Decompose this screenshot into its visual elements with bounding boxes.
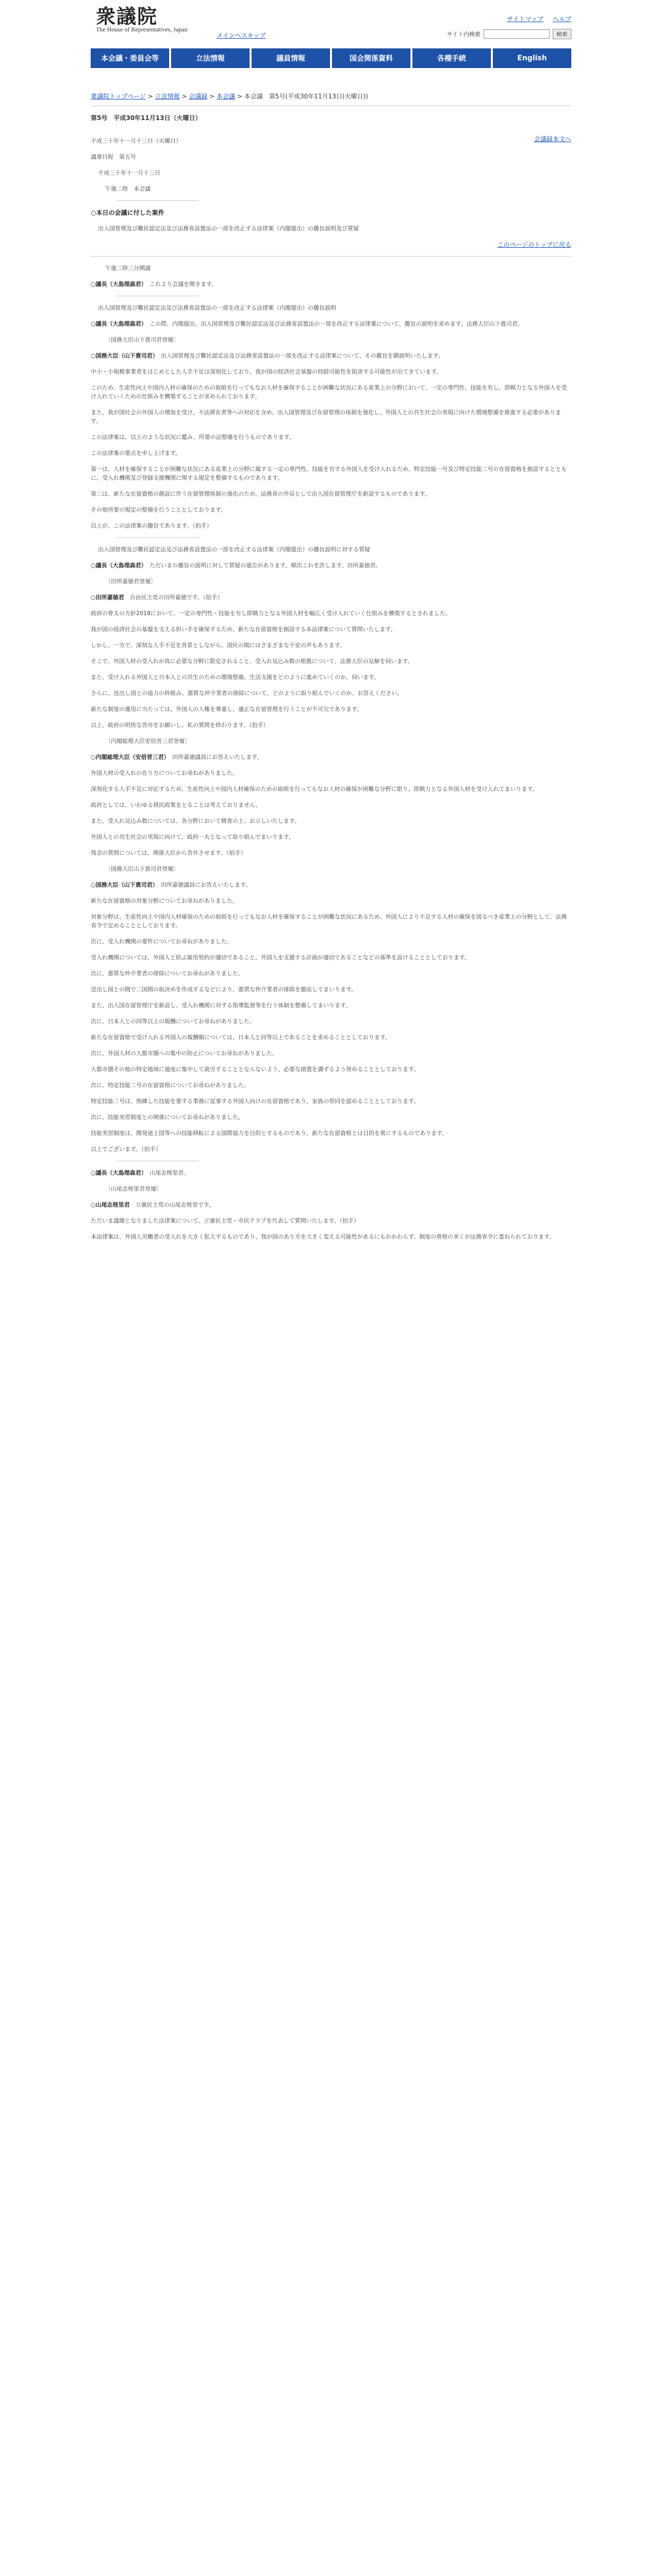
speaker: ○議長（大島理森君） — [91, 1170, 144, 1176]
global-nav — [91, 48, 571, 68]
speech — [91, 561, 571, 570]
site-header — [0, 0, 662, 45]
paragraph: この法律案の要点を申し上げます。 — [91, 450, 181, 456]
speech-text: これより会議を開きます。 — [150, 281, 218, 287]
speaker: ○議長（大島理森君） — [91, 562, 144, 569]
paragraph: また、受入れ見込み数については、各分野において精査の上、お示しいたします。 — [91, 818, 300, 824]
breadcrumb: 衆議院トップページ > 立法情報 > 会議録 > 本会議 > 本会議 第5号(平成30年11月13日(火曜日)) — [91, 93, 368, 100]
paragraph: この法律案は、以上のような状況に鑑み、所要の法整備を行うものであります。 — [91, 434, 295, 440]
paragraph: しかし、一方で、深刻な人手不足を背景としながら、国民の間にはさまざまな不安の声もあります。 — [91, 642, 345, 649]
paragraph: 以上、政府の明快な答弁をお願いし、私の質問を終わります。（拍手） — [91, 722, 269, 728]
paragraph: 次に、特定技能二号の在留資格についてお尋ねがありました。 — [91, 1082, 250, 1089]
search-button[interactable]: 検索 — [553, 29, 571, 39]
meeting-number: 第5号 平成30年11月13日（火曜日） — [91, 114, 202, 122]
search-label: サイト内検索 — [446, 31, 481, 38]
logo-kanji: 衆議院 — [96, 5, 158, 28]
paragraph: 残余の質問については、関係大臣から答弁させます。（拍手） — [91, 850, 246, 856]
paragraph: 外国人との共生社会の実現に向けて、政府一丸となって取り組んでまいります。 — [91, 834, 294, 840]
paragraph: 政府の骨太の方針2018において、一定の専門性・技能を有し即戦力となる外国人材を幅広く受け入れていく仕組みを構築するとされました。 — [91, 610, 451, 617]
breadcrumb-home[interactable]: 衆議院トップページ — [91, 93, 146, 100]
stage-direction: 〔国務大臣山下貴司君登壇〕 — [105, 336, 179, 343]
paragraph: 以上でございます。（拍手） — [91, 1146, 161, 1153]
speaker: ○国務大臣（山下貴司君） — [91, 882, 156, 888]
nav-legislative-info[interactable]: 立法情報 — [171, 48, 250, 68]
date-line: 平成三十年十一月十三日（火曜日） — [91, 138, 181, 144]
case-item: 出入国管理及び難民認定法及び法務省設置法の一部を改正する法律案（内閣提出）の趣旨説明及び質疑 — [98, 225, 359, 232]
paragraph: 特定技能二号は、熟練した技能を要する業務に従事する外国人向けの在留資格であり、家族の帯同を認めることとしております。 — [91, 1098, 420, 1105]
speaker: ○田所嘉徳君 — [91, 594, 124, 601]
speech — [91, 880, 571, 889]
site-search — [447, 29, 571, 39]
paragraph: 深刻化する人手不足に対応するため、生産性向上や国内人材確保のための取組を行ってもなお人材の確保が困難な分野に限り、即戦力となる外国人材を受け入れてまいります。 — [91, 786, 538, 792]
speech-text: 田所嘉徳議員にお答えいたします。 — [161, 882, 252, 888]
paragraph: 第一は、人材を確保することが困難な状況にある産業上の分野に属する一定の専門性、技能を有する外国人を受け入れるため、特定技能一号及び特定技能二号の在留資格を創設するとともに、受入れ機関及び登録支援機関に関する規定を整備するものであります。 — [91, 466, 567, 481]
paragraph: 新たな制度の運用に当たっては、外国人の人権を尊重し、適正な在留管理を行うことが不可欠であります。 — [91, 706, 363, 713]
bill-title: 出入国管理及び難民認定法及び法務省設置法の一部を改正する法律案（内閣提出）の趣旨説明 — [98, 304, 336, 311]
utility-links — [507, 14, 571, 23]
paragraph: また、出入国在留管理庁を新設し、受入れ機関に対する指導監督等を行う体制を整備してまいります。 — [91, 1002, 352, 1009]
paragraph: 次に、日本人との同等以上の報酬についてお尋ねがありました。 — [91, 1018, 255, 1025]
paragraph: 新たな在留資格の対象分野についてお尋ねがありました。 — [91, 897, 238, 904]
to-body-link[interactable]: 会議録本文へ — [534, 135, 571, 143]
speaker: ○議長（大島理森君） — [91, 320, 144, 327]
paragraph: 中小・小規模事業者をはじめとした人手不足は深刻化しており、我が国の経済社会基盤の持続可能性を阻害する可能性が出てきています。 — [91, 368, 442, 375]
paragraph: 政府としては、いわゆる移民政策をとることは考えておりません。 — [91, 802, 261, 808]
paragraph: 次に、技能実習制度との関係についてお尋ねがありました。 — [91, 1114, 244, 1121]
paragraph: 本法律案は、外国人労働者の受入れを大きく拡大するものであり、我が国のあり方を大きく変える可能性があるにもかかわらず、制度の骨格の多くが法務省令に委ねられております。 — [91, 1233, 555, 1240]
site-logo[interactable] — [96, 6, 209, 40]
speech-text: この際、内閣提出、出入国管理及び難民認定法及び法務省設置法の一部を改正する法律案について、趣旨の説明を求めます。法務大臣山下貴司君。 — [150, 320, 523, 327]
paragraph: このため、生産性向上や国内人材の確保のための取組を行ってもなお人材を確保することが困難な状況にある産業上の分野において、一定の専門性、技能を有し、即戦力となる外国人を受け入れていくための仕組みを構築することが求められております。 — [91, 384, 567, 400]
paragraph: 外国人材の受入れの在り方についてお尋ねがありました。 — [91, 770, 238, 776]
breadcrumb-minutes[interactable]: 会議録 — [189, 93, 208, 100]
speaker: ○国務大臣（山下貴司君） — [91, 352, 156, 359]
paragraph: さらに、送出し国との協力の枠組み、悪質な仲介業者の排除について、どのように取り組んでいくのか、お答えください。 — [91, 690, 403, 697]
section-heading: ○本日の会議に付した案件 — [91, 209, 164, 216]
paragraph: 技能実習制度は、開発途上国等への技能移転による国際協力を目的とするものであり、新たな在留資格とは目的を異にするものであります。 — [91, 1130, 448, 1137]
speech-text: 山尾志桜里君。 — [150, 1170, 190, 1176]
nav-english[interactable]: English — [493, 48, 571, 68]
breadcrumb-plenary[interactable]: 本会議 — [217, 93, 236, 100]
paragraph: また、受け入れる外国人と日本人との共生のための環境整備、生活支援をどのように進めていくのか、伺います。 — [91, 674, 380, 681]
speaker: ○内閣総理大臣（安倍晋三君） — [91, 754, 167, 760]
sitemap-link[interactable]: サイトマップ — [507, 15, 543, 23]
nav-plenary-committees[interactable]: 本会議・委員会等 — [91, 48, 169, 68]
speech — [91, 753, 571, 761]
opening-time: 午後二時三分開議 — [105, 265, 151, 272]
speech — [91, 280, 571, 289]
paragraph: また、我が国社会の外国人の増加を受け、不法滞在者等への対応を含め、出入国管理及び在留管理の体制を強化し、外国人との共生社会の実現に向けた環境整備を推進する必要があります。 — [91, 409, 561, 425]
nav-member-info[interactable]: 議員情報 — [252, 48, 330, 68]
logo-english: The House of Representatives, Japan — [96, 26, 188, 33]
paragraph: 以上が、この法律案の趣旨であります。（拍手） — [91, 522, 212, 529]
breadcrumb-current: 本会議 第5号(平成30年11月13日(火曜日)) — [244, 93, 368, 100]
skip-to-main-link[interactable]: メインへスキップ — [217, 32, 266, 39]
stage-direction: 〔国務大臣山下貴司君登壇〕 — [105, 866, 179, 872]
speech — [91, 1200, 571, 1209]
nav-diet-materials[interactable]: 国会関係資料 — [332, 48, 410, 68]
search-input[interactable] — [484, 29, 550, 39]
stage-direction: 〔山尾志桜里君登壇〕 — [105, 1185, 162, 1192]
page-top-link[interactable]: このページのトップに戻る — [497, 241, 571, 248]
speech — [91, 1168, 571, 1177]
agenda-time: 午後二時 本会議 — [105, 185, 151, 192]
speech-text: 出入国管理及び難民認定法及び法務省設置法の一部を改正する法律案について、その趣旨を御説明いたします。 — [161, 352, 444, 359]
nav-procedures[interactable]: 各種手続 — [412, 48, 491, 68]
paragraph: 送出し国との間で二国間の取決めを作成するなどにより、悪質な仲介業者の排除を徹底してまいります。 — [91, 986, 357, 993]
speech-text: ただいまの趣旨の説明に対して質疑の通告があります。順次これを許します。田所嘉徳君。 — [150, 562, 382, 569]
stage-direction: 〔田所嘉徳君登壇〕 — [105, 578, 156, 585]
bill-title: 出入国管理及び難民認定法及び法務省設置法の一部を改正する法律案（内閣提出）の趣旨説明に対する質疑 — [98, 546, 370, 553]
paragraph: 次に、外国人材の大都市圏への集中の防止についてお尋ねがありました。 — [91, 1050, 278, 1057]
speech-text: 田所嘉徳議員にお答えいたします。 — [172, 754, 263, 760]
agenda-date: 平成三十年十一月十三日 — [98, 170, 160, 176]
paragraph: 次に、悪質な仲介業者の排除についてお尋ねがありました。 — [91, 970, 244, 977]
speech-text: 立憲民主党の山尾志桜里です。 — [135, 1201, 214, 1208]
speech — [91, 319, 571, 328]
paragraph: 第二は、新たな在留資格の創設に伴う在留管理体制の強化のため、法務省の外局として出入国在留管理庁を新設するものであります。 — [91, 490, 431, 497]
help-link[interactable]: ヘルプ — [552, 15, 571, 23]
speech — [91, 351, 571, 360]
paragraph: そこで、外国人材の受入れが真に必要な分野に限定されること、受入れ見込み数の根拠について、法務大臣の見解を伺います。 — [91, 658, 413, 665]
speech-text: 自由民主党の田所嘉徳です。（拍手） — [129, 594, 223, 601]
minutes-body — [91, 106, 571, 1241]
stage-direction: 〔内閣総理大臣安倍晋三君登壇〕 — [105, 738, 190, 744]
paragraph: 次に、受入れ機関の要件についてお尋ねがありました。 — [91, 938, 233, 945]
paragraph: ただいま議題となりました法律案について、立憲民主党・市民クラブを代表して質問いたします。（拍手） — [91, 1217, 360, 1224]
speaker: ○山尾志桜里君 — [91, 1201, 130, 1208]
paragraph: 新たな在留資格で受け入れる外国人の報酬額については、日本人と同等以上であることを求めることとしております。 — [91, 1034, 391, 1041]
page-top-link-wrap — [91, 240, 571, 249]
paragraph: 受入れ機関については、外国人と結ぶ雇用契約が適切であること、外国人を支援する計画が適切であることなどの基準を設けることとしております。 — [91, 954, 470, 961]
agenda-heading: 議事日程 第五号 — [91, 154, 136, 160]
paragraph: 対象分野は、生産性向上や国内人材確保のための取組を行ってもなお人材を確保することが困難な状況にあるため、外国人により不足する人材の確保を図るべき産業上の分野として、法務省令で定めることとしております。 — [91, 913, 567, 929]
speaker: ○議長（大島理森君） — [91, 281, 144, 287]
breadcrumb-legislative[interactable]: 立法情報 — [155, 93, 180, 100]
speech — [91, 593, 571, 602]
paragraph: その他所要の規定の整備を行うこととしております。 — [91, 506, 227, 513]
paragraph: 我が国の経済社会の基盤を支える担い手を確保するため、新たな在留資格を創設する本法律案について質問いたします。 — [91, 626, 396, 633]
paragraph: 大都市圏その他の特定地域に過度に集中して就労することとならないよう、必要な措置を講ずるよう努めることとしております。 — [91, 1066, 420, 1073]
